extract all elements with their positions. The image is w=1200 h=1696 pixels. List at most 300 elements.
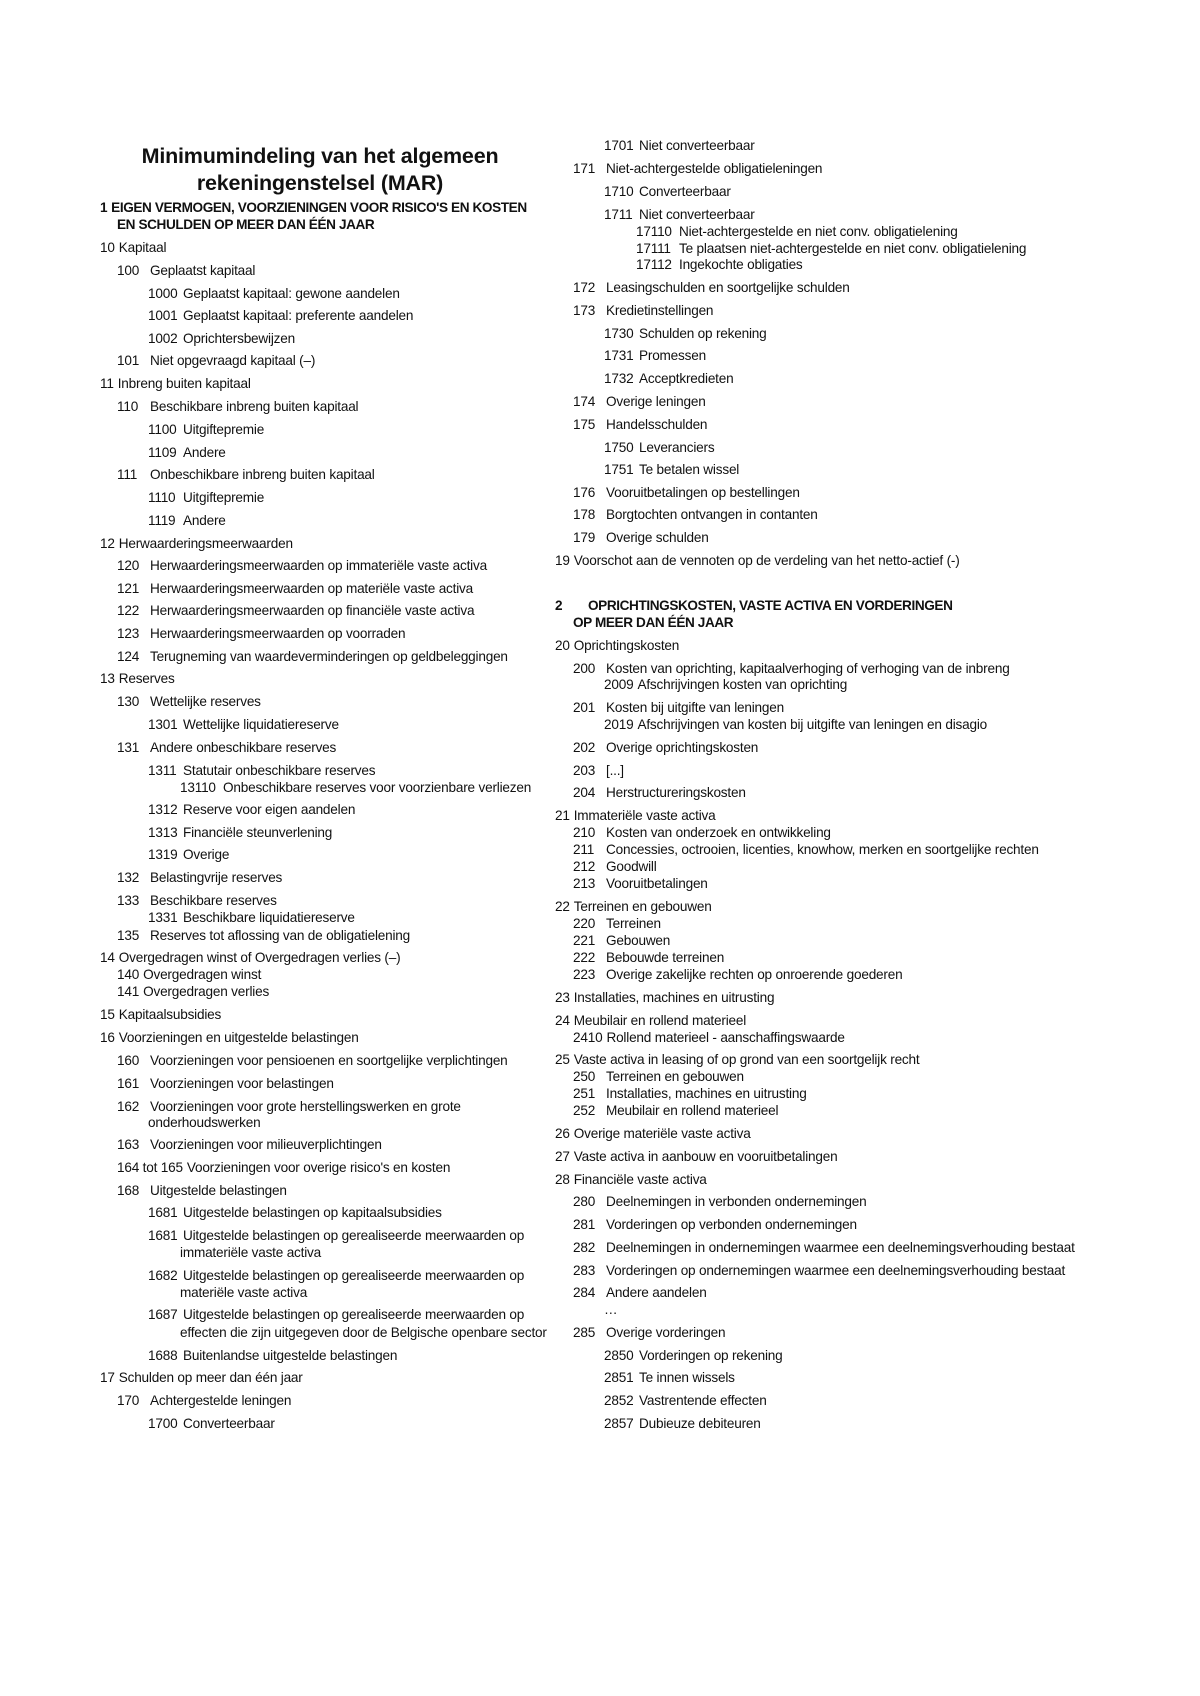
account-code: 100	[117, 263, 140, 278]
account-code: 162	[117, 1099, 140, 1114]
account-code: 1000	[148, 286, 178, 301]
account-code: 135	[117, 928, 140, 943]
account-line-right	[573, 1085, 807, 1102]
account-label: Overige	[183, 847, 230, 862]
account-line-right	[604, 325, 767, 342]
account-line-right	[604, 716, 987, 733]
account-line-right	[573, 739, 758, 756]
account-line-right	[573, 393, 706, 410]
account-label: Installaties, machines en uitrusting	[606, 1086, 807, 1101]
account-line-left	[148, 307, 413, 324]
account-line-right	[555, 1171, 707, 1188]
account-label: Ingekochte obligaties	[679, 257, 803, 272]
account-label: Deelnemingen in ondernemingen waarmee een deelnemingsverhouding bestaat	[606, 1240, 1075, 1255]
account-label: Gebouwen	[606, 933, 671, 948]
account-label: Vastrentende effecten	[639, 1393, 767, 1408]
account-code: 204	[573, 785, 596, 800]
account-code: 283	[573, 1263, 596, 1278]
account-label: Herwaarderingsmeerwaarden op materiële vaste activa	[150, 581, 474, 596]
account-label: Overige materiële vaste activa	[573, 1126, 751, 1141]
account-label: …	[604, 1302, 618, 1317]
account-label: EN SCHULDEN OP MEER DAN ÉÉN JAAR	[117, 217, 375, 232]
account-label: OP MEER DAN ÉÉN JAAR	[573, 615, 734, 630]
account-label: Uitgiftepremie	[183, 490, 265, 505]
account-label: Converteerbaar	[639, 184, 731, 199]
account-line-left	[148, 1415, 275, 1432]
account-line-right	[573, 660, 1010, 677]
account-line-left	[148, 846, 229, 863]
account-line-left	[100, 1029, 359, 1046]
account-line-left	[117, 739, 336, 756]
account-code: 101	[117, 353, 140, 368]
account-label: Beschikbare liquidatiereserve	[183, 910, 355, 925]
title-line-1: Minimumindeling van het algemeen	[141, 144, 499, 168]
account-label: Afschrijvingen van kosten bij uitgifte van leningen en disagio	[637, 717, 988, 732]
account-line-right	[636, 240, 1026, 257]
account-line-right	[555, 1125, 751, 1142]
account-label: Uitgestelde belastingen op gerealiseerde meerwaarden op	[183, 1307, 525, 1322]
account-code: 10	[100, 240, 115, 255]
account-label: Terreinen	[606, 916, 661, 931]
account-line-left	[117, 602, 474, 619]
account-code: 11	[100, 376, 114, 391]
account-code: 19	[555, 553, 570, 568]
account-line-left	[117, 693, 261, 710]
account-label: Voorzieningen voor milieuverplichtingen	[150, 1137, 382, 1152]
account-code: 1001	[148, 308, 178, 323]
account-label: Goodwill	[606, 859, 657, 874]
account-line-left	[117, 625, 405, 642]
account-label: Schulden op rekening	[639, 326, 767, 341]
account-line-right	[604, 1369, 735, 1386]
account-code: 1681	[148, 1205, 178, 1220]
account-code: 2	[555, 598, 563, 613]
account-label: Vaste activa in aanbouw en vooruitbetalingen	[573, 1149, 838, 1164]
account-label: Overige vorderingen	[606, 1325, 726, 1340]
account-line-left	[117, 648, 508, 665]
account-line-right	[573, 966, 902, 983]
account-line-right	[604, 206, 755, 223]
account-code: 2410	[573, 1030, 603, 1045]
account-code: 120	[117, 558, 140, 573]
account-label: Herstructureringskosten	[606, 785, 746, 800]
account-line-left	[117, 869, 282, 886]
account-code: 2019	[604, 717, 634, 732]
account-label: Herwaarderingsmeerwaarden op financiële vaste activa	[150, 603, 475, 618]
account-code: 26	[555, 1126, 570, 1141]
account-code: 1100	[148, 422, 177, 437]
account-line-right	[604, 183, 731, 200]
account-line-right	[573, 915, 661, 932]
account-line-left	[148, 330, 295, 347]
account-line-right	[555, 552, 960, 569]
account-code: 1311	[148, 763, 177, 778]
account-code: 173	[573, 303, 596, 318]
account-line-left	[148, 909, 355, 926]
account-line-left	[148, 1227, 524, 1244]
account-label: Onbeschikbare inbreng buiten kapitaal	[150, 467, 375, 482]
account-line-right	[604, 439, 714, 456]
account-label: Uitgestelde belastingen op gerealiseerde meerwaarden op	[183, 1268, 525, 1283]
account-code: 281	[573, 1217, 596, 1232]
account-line-left	[117, 1075, 334, 1092]
account-line-right	[573, 1216, 857, 1233]
account-line-left	[148, 716, 339, 733]
account-line-right	[604, 1392, 767, 1409]
account-label: Beschikbare inbreng buiten kapitaal	[150, 399, 359, 414]
account-line-right	[573, 1284, 707, 1301]
account-line-left	[100, 949, 400, 966]
account-line-right	[573, 784, 746, 801]
account-code: 17	[100, 1370, 115, 1385]
account-line-right	[636, 223, 958, 240]
account-code: 178	[573, 507, 596, 522]
account-code: 221	[573, 933, 596, 948]
account-code: 1110	[148, 490, 176, 505]
account-label: Herwaarderingsmeerwaarden	[118, 536, 293, 551]
account-label: Vooruitbetalingen op bestellingen	[606, 485, 800, 500]
account-line-right	[573, 1239, 1075, 1256]
account-code: 251	[573, 1086, 596, 1101]
account-label: Overgedragen winst of Overgedragen verlies (–)	[118, 950, 401, 965]
account-line-left	[117, 580, 473, 597]
account-code: 1313	[148, 825, 178, 840]
account-label: Terreinen en gebouwen	[573, 899, 712, 914]
account-code: 1688	[148, 1348, 178, 1363]
account-code: 17111	[636, 241, 671, 256]
account-label: Achtergestelde leningen	[150, 1393, 292, 1408]
account-code: 1002	[148, 331, 178, 346]
account-line-right	[555, 597, 953, 614]
account-label: Andere	[183, 445, 226, 460]
account-code: 15	[100, 1007, 115, 1022]
account-line-right	[604, 1301, 617, 1318]
account-code: 179	[573, 530, 596, 545]
account-code: 122	[117, 603, 140, 618]
account-label: Uitgestelde belastingen op kapitaalsubsidies	[183, 1205, 442, 1220]
account-label: Promessen	[639, 348, 706, 363]
account-label: Reserves tot aflossing van de obligatielening	[150, 928, 411, 943]
account-label: Overige oprichtingskosten	[606, 740, 759, 755]
account-code: 25	[555, 1052, 570, 1067]
account-label: Vorderingen op ondernemingen waarmee een deelnemingsverhouding bestaat	[606, 1263, 1066, 1278]
account-label: Voorzieningen voor belastingen	[150, 1076, 334, 1091]
account-code: 176	[573, 485, 596, 500]
account-code: 1	[100, 200, 108, 215]
account-code: 212	[573, 859, 596, 874]
account-line-left	[148, 512, 226, 529]
account-label: Converteerbaar	[183, 1416, 275, 1431]
account-label: Schulden op meer dan één jaar	[118, 1370, 303, 1385]
account-label: Belastingvrije reserves	[150, 870, 283, 885]
account-line-left	[100, 535, 293, 552]
account-code: 121	[117, 581, 140, 596]
account-code: 168	[117, 1183, 140, 1198]
account-label: Te plaatsen niet-achtergestelde en niet conv. obligatielening	[679, 241, 1027, 256]
account-label: Installaties, machines en uitrusting	[573, 990, 775, 1005]
account-line-left	[100, 670, 175, 687]
account-code: 284	[573, 1285, 596, 1300]
account-code: 163	[117, 1137, 140, 1152]
account-label: Geplaatst kapitaal: preferente aandelen	[183, 308, 414, 323]
account-code: 1687	[148, 1307, 178, 1322]
account-label: Concessies, octrooien, licenties, knowhow, merken en soortgelijke rechten	[606, 842, 1039, 857]
account-label: [...]	[606, 763, 624, 778]
account-line-right	[573, 1102, 778, 1119]
account-label: Oprichtersbewijzen	[183, 331, 295, 346]
account-code: 1700	[148, 1416, 178, 1431]
account-label: Andere aandelen	[606, 1285, 707, 1300]
account-code: 174	[573, 394, 596, 409]
account-code: 280	[573, 1194, 596, 1209]
account-code: 160	[117, 1053, 140, 1068]
account-code: 23	[555, 990, 570, 1005]
account-label: Kosten van onderzoek en ontwikkeling	[606, 825, 831, 840]
account-code: 2009	[604, 677, 634, 692]
account-label: Voorschot aan de vennoten op de verdeling van het netto-actief (-)	[573, 553, 960, 568]
account-label: Niet opgevraagd kapitaal (–)	[150, 353, 316, 368]
account-label: Terugneming van waardeverminderingen op geldbeleggingen	[150, 649, 508, 664]
account-line-right	[573, 614, 733, 631]
account-label: immateriële vaste activa	[180, 1245, 322, 1260]
account-code: 133	[117, 893, 140, 908]
account-line-left	[117, 1159, 450, 1176]
account-code: 250	[573, 1069, 596, 1084]
account-line-right	[573, 932, 670, 949]
account-label: Wettelijke liquidatiereserve	[183, 717, 339, 732]
account-code: 1732	[604, 371, 634, 386]
account-line-left	[148, 824, 332, 841]
account-code: 28	[555, 1172, 570, 1187]
account-code: 170	[117, 1393, 140, 1408]
account-line-right	[555, 1012, 746, 1029]
account-label: Kredietinstellingen	[606, 303, 714, 318]
account-label: effecten die zijn uitgegeven door de Belgische openbare sector	[180, 1325, 547, 1340]
account-line-left	[117, 983, 269, 1000]
account-label: Inbreng buiten kapitaal	[117, 376, 251, 391]
account-line-left	[117, 1392, 291, 1409]
account-code: 17112	[636, 257, 672, 272]
account-label: Meubilair en rollend materieel	[606, 1103, 779, 1118]
account-label: Beschikbare reserves	[150, 893, 277, 908]
account-line-right	[573, 302, 713, 319]
account-line-right	[604, 676, 847, 693]
account-line-left	[148, 762, 375, 779]
account-label: Oprichtingskosten	[573, 638, 680, 653]
account-code: 282	[573, 1240, 596, 1255]
account-line-right	[573, 841, 1039, 858]
account-code: 132	[117, 870, 140, 885]
account-label: Dubieuze debiteuren	[639, 1416, 761, 1431]
account-label: Voorzieningen en uitgestelde belastingen	[118, 1030, 359, 1045]
account-label: Afschrijvingen kosten van oprichting	[637, 677, 848, 692]
account-label: Borgtochten ontvangen in contanten	[606, 507, 818, 522]
account-line-left	[148, 1114, 260, 1131]
account-line-left	[117, 466, 375, 483]
account-code: 131	[117, 740, 140, 755]
account-label: Vaste activa in leasing of op grond van een soortgelijk recht	[573, 1052, 920, 1067]
account-code: 1730	[604, 326, 634, 341]
account-label: Overgedragen verlies	[143, 984, 270, 999]
account-line-right	[573, 279, 850, 296]
account-line-right	[555, 1051, 919, 1068]
account-line-left	[100, 375, 251, 392]
account-label: Kosten van oprichting, kapitaalverhoging of verhoging van de inbreng	[606, 661, 1010, 676]
account-code: 252	[573, 1103, 596, 1118]
account-label: Financiële vaste activa	[573, 1172, 707, 1187]
account-label: Overige zakelijke rechten op onroerende goederen	[606, 967, 903, 982]
account-line-left	[148, 444, 226, 461]
account-code: 13	[100, 671, 115, 686]
account-label: Meubilair en rollend materieel	[573, 1013, 747, 1028]
account-label: Deelnemingen in verbonden ondernemingen	[606, 1194, 867, 1209]
account-label: Rollend materieel - aanschaffingswaarde	[606, 1030, 845, 1045]
account-label: Herwaarderingsmeerwaarden op immateriële vaste activa	[150, 558, 487, 573]
account-line-right	[604, 347, 706, 364]
account-code: 111	[117, 467, 138, 482]
account-label: Niet converteerbaar	[639, 207, 755, 222]
account-code: 17110	[636, 224, 672, 239]
account-line-right	[555, 637, 679, 654]
account-label: Andere onbeschikbare reserves	[150, 740, 337, 755]
account-line-right	[555, 989, 774, 1006]
account-label: Geplaatst kapitaal: gewone aandelen	[183, 286, 400, 301]
account-line-left	[117, 1136, 382, 1153]
account-label: Acceptkredieten	[639, 371, 734, 386]
account-line-right	[604, 137, 755, 154]
account-label: Immateriële vaste activa	[573, 808, 716, 823]
account-line-left	[180, 1284, 307, 1301]
account-label: Vorderingen op verbonden ondernemingen	[606, 1217, 857, 1232]
account-code: 172	[573, 280, 596, 295]
account-line-left	[148, 489, 264, 506]
account-label: Financiële steunverlening	[183, 825, 333, 840]
account-line-right	[573, 699, 784, 716]
account-line-left	[148, 1267, 524, 1284]
account-code: 24	[555, 1013, 570, 1028]
account-label: Kapitaal	[118, 240, 167, 255]
title-line-2: rekeningenstelsel (MAR)	[196, 171, 444, 195]
account-label: Kapitaalsubsidies	[118, 1007, 222, 1022]
account-line-left	[180, 779, 531, 796]
account-label: Leasingschulden en soortgelijke schulden	[606, 280, 850, 295]
account-line-left	[117, 927, 410, 944]
account-label: Te innen wissels	[639, 1370, 735, 1385]
account-code: 2851	[604, 1370, 634, 1385]
account-code: 1312	[148, 802, 178, 817]
account-code: 130	[117, 694, 140, 709]
account-line-right	[604, 1415, 761, 1432]
account-line-right	[604, 461, 739, 478]
account-label: Niet-achtergestelde en niet conv. obligatielening	[679, 224, 958, 239]
account-label: Overgedragen winst	[143, 967, 262, 982]
account-label: Uitgestelde belastingen	[150, 1183, 287, 1198]
account-line-left	[117, 398, 358, 415]
account-label: Herwaarderingsmeerwaarden op voorraden	[150, 626, 406, 641]
account-label: Overige schulden	[606, 530, 709, 545]
account-label: Uitgestelde belastingen op gerealiseerde meerwaarden op	[183, 1228, 525, 1243]
account-line-left	[148, 801, 355, 818]
account-line-left	[117, 1052, 508, 1069]
account-code: 1301	[148, 717, 178, 732]
account-line-left	[148, 421, 264, 438]
account-line-left	[100, 1369, 303, 1386]
account-code: 1681	[148, 1228, 178, 1243]
account-line-right	[573, 858, 657, 875]
account-line-right	[573, 762, 624, 779]
account-line-right	[573, 416, 707, 433]
account-code: 27	[555, 1149, 570, 1164]
account-code: 22	[555, 899, 570, 914]
account-line-left	[100, 239, 166, 256]
account-label: Kosten bij uitgifte van leningen	[606, 700, 784, 715]
account-line-right	[604, 1347, 783, 1364]
account-label: Overige leningen	[606, 394, 706, 409]
account-code: 16	[100, 1030, 115, 1045]
account-code: 1711	[604, 207, 633, 222]
account-code: 110	[117, 399, 139, 414]
account-label: Handelsschulden	[606, 417, 708, 432]
account-line-right	[573, 1029, 845, 1046]
account-code: 1701	[604, 138, 634, 153]
account-line-right	[636, 256, 803, 273]
account-line-left	[117, 216, 374, 233]
account-line-left	[148, 1204, 442, 1221]
account-code: 124	[117, 649, 140, 664]
account-label: Niet converteerbaar	[639, 138, 755, 153]
account-line-left	[117, 966, 261, 983]
account-label: materiële vaste activa	[180, 1285, 308, 1300]
account-code: 2850	[604, 1348, 634, 1363]
account-line-left	[117, 1098, 461, 1115]
account-line-left	[148, 1347, 397, 1364]
account-line-right	[573, 875, 708, 892]
account-line-left	[117, 1182, 287, 1199]
account-label: EIGEN VERMOGEN, VOORZIENINGEN VOOR RISICO'S EN KOSTEN	[111, 200, 527, 215]
account-label: Andere	[183, 513, 226, 528]
account-label: OPRICHTINGSKOSTEN, VASTE ACTIVA EN VORDERINGEN	[588, 598, 953, 613]
account-line-right	[555, 898, 712, 915]
account-label: Reserve voor eigen aandelen	[183, 802, 356, 817]
account-code: 213	[573, 876, 596, 891]
account-line-left	[148, 1306, 524, 1323]
account-code: 13110	[180, 780, 216, 795]
account-label: Voorzieningen voor overige risico's en kosten	[186, 1160, 451, 1175]
account-line-right	[604, 370, 733, 387]
account-line-left	[180, 1324, 547, 1341]
account-line-left	[148, 285, 400, 302]
account-code: 1119	[148, 513, 176, 528]
account-label: Leveranciers	[639, 440, 715, 455]
account-code: 211	[573, 842, 595, 857]
account-label: Vorderingen op rekening	[639, 1348, 783, 1363]
account-line-right	[573, 529, 709, 546]
account-code: 223	[573, 967, 596, 982]
account-code: 1710	[604, 184, 634, 199]
account-line-right	[573, 949, 724, 966]
account-code: 161	[117, 1076, 140, 1091]
account-label: Terreinen en gebouwen	[606, 1069, 744, 1084]
account-code: 141	[117, 984, 140, 999]
account-code: 171	[573, 161, 596, 176]
account-code: 123	[117, 626, 140, 641]
account-code: 200	[573, 661, 596, 676]
account-code: 140	[117, 967, 140, 982]
account-code: 203	[573, 763, 596, 778]
account-line-left	[100, 1006, 221, 1023]
account-code: 1731	[604, 348, 634, 363]
account-label: Te betalen wissel	[639, 462, 740, 477]
